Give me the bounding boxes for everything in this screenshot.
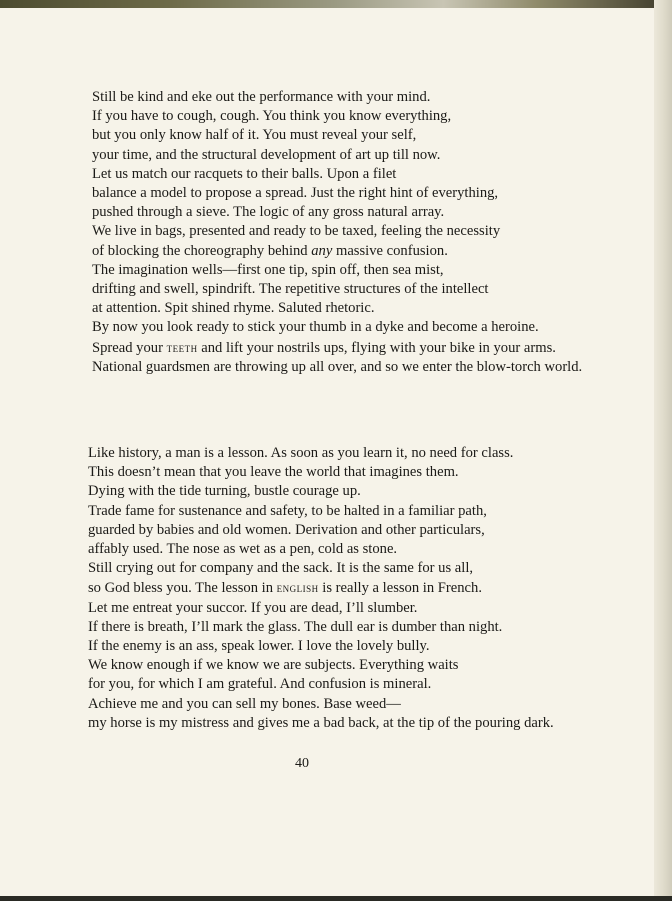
poem-line	[88, 578, 554, 598]
line-segment: balance a model to propose a spread. Just the right hint of everything,	[92, 185, 499, 202]
line-segment: If the enemy is an ass, speak lower. I love the lovely bully.	[88, 638, 430, 655]
book-page	[0, 8, 654, 896]
line-segment: National guardsmen are throwing up all over, and so we enter the blow-torch world.	[92, 358, 583, 375]
poem-line	[88, 618, 554, 637]
poem-line	[92, 222, 582, 241]
poem-line	[92, 358, 582, 377]
scan-edge-top	[0, 0, 672, 8]
line-segment: pushed through a sieve. The logic of any gross natural array.	[92, 204, 445, 221]
line-segment: your time, and the structural development of art up till now.	[92, 146, 441, 163]
line-segment: We know enough if we know we are subjects. Everything waits	[88, 657, 459, 674]
line-segment: any	[311, 242, 333, 259]
poem-stanza-1	[92, 88, 582, 377]
poem-line	[88, 637, 554, 656]
poem-line	[92, 126, 582, 145]
poem-line	[92, 261, 582, 280]
page-number: 40	[295, 756, 309, 771]
poem-line	[88, 463, 554, 482]
poem-line	[92, 242, 582, 261]
scan-edge-right	[654, 0, 672, 901]
poem-line	[92, 165, 582, 184]
line-segment: Trade fame for sustenance and safety, to be halted in a familiar path,	[88, 502, 487, 519]
line-segment: This doesn’t mean that you leave the world that imagines them.	[88, 464, 459, 481]
poem-stanza-2	[88, 444, 554, 733]
line-segment: for you, for which I am grateful. And confusion is mineral.	[88, 676, 432, 693]
poem-line	[88, 540, 554, 559]
line-segment: Let me entreat your succor. If you are dead, I’ll slumber.	[88, 599, 418, 616]
line-segment: Still be kind and eke out the performance with your mind.	[92, 89, 431, 105]
poem-line	[88, 521, 554, 540]
poem-line	[92, 299, 582, 318]
poem-line	[88, 675, 554, 694]
line-segment: If you have to cough, cough. You think you know everything,	[92, 108, 452, 125]
line-segment: teeth	[166, 339, 198, 355]
line-segment: but you only know half of it. You must reveal your self,	[92, 127, 417, 144]
line-segment: is really a lesson in French.	[318, 580, 482, 597]
poem-line	[92, 318, 582, 337]
line-segment: affably used. The nose as wet as a pen, cold as stone.	[88, 541, 398, 558]
line-segment: and lift your nostrils ups, flying with your bike in your arms.	[197, 339, 556, 356]
poem-line	[92, 203, 582, 222]
poem-line	[88, 444, 554, 463]
line-segment: Achieve me and you can sell my bones. Base weed—	[88, 695, 401, 712]
line-segment: If there is breath, I’ll mark the glass. The dull ear is dumber than night.	[88, 618, 503, 635]
scan-edge-bottom	[0, 896, 672, 901]
line-segment: Let us match our racquets to their balls. Upon a filet	[92, 165, 397, 182]
line-segment: We live in bags, presented and ready to be taxed, feeling the necessity	[92, 223, 501, 240]
line-segment: The imagination wells—first one tip, spin off, then sea mist,	[92, 261, 444, 278]
poem-line	[92, 88, 582, 107]
poem-line	[92, 338, 582, 358]
line-segment: english	[276, 580, 319, 596]
poem-line	[88, 656, 554, 675]
line-segment: drifting and swell, spindrift. The repetitive structures of the intellect	[92, 281, 489, 298]
line-segment: Dying with the tide turning, bustle courage up.	[88, 483, 361, 500]
line-segment: By now you look ready to stick your thumb in a dyke and become a heroine.	[92, 319, 539, 336]
line-segment: Still crying out for company and the sack. It is the same for us all,	[88, 560, 474, 577]
poem-line	[88, 714, 554, 733]
line-segment: at attention. Spit shined rhyme. Saluted rhetoric.	[92, 300, 375, 317]
line-segment: so God bless you. The lesson in	[88, 580, 277, 597]
poem-line	[88, 695, 554, 714]
poem-line	[88, 482, 554, 501]
poem-line	[88, 559, 554, 578]
poem-line	[92, 280, 582, 299]
line-segment: of blocking the choreography behind	[92, 242, 312, 259]
line-segment: my horse is my mistress and gives me a bad back, at the tip of the pouring dark.	[88, 714, 554, 731]
line-segment: Spread your	[92, 339, 167, 356]
poem-line	[92, 107, 582, 126]
line-segment: guarded by babies and old women. Derivation and other particulars,	[88, 521, 485, 538]
poem-line	[88, 502, 554, 521]
line-segment: massive confusion.	[332, 242, 448, 259]
line-segment: Like history, a man is a lesson. As soon as you learn it, no need for class.	[88, 445, 514, 461]
poem-line	[88, 599, 554, 618]
poem-line	[92, 184, 582, 203]
poem-line	[92, 146, 582, 165]
